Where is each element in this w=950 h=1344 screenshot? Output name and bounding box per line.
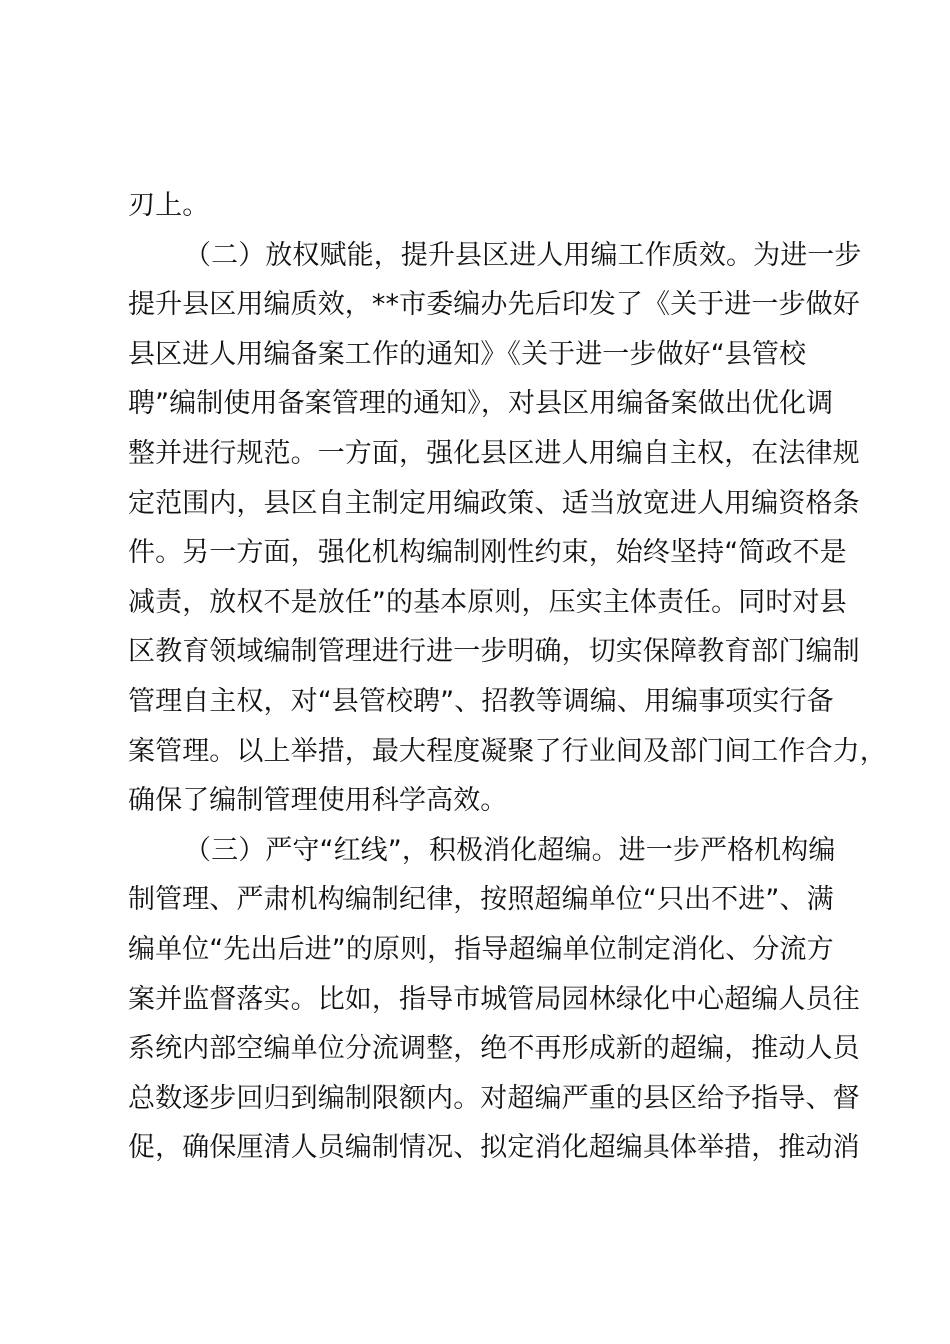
text-line: 管理自主权，对“县管校聘”、招教等调编、用编事项实行备 xyxy=(128,685,834,717)
text-line: 定范围内，县区自主制定用编政策、适当放宽进人用编资格条 xyxy=(128,487,860,519)
text-line: 总数逐步回归到编制限额内。对超编严重的县区给予指导、督 xyxy=(128,1082,860,1114)
text-line: 系统内部空编单位分流调整，绝不再形成新的超编，推动人员 xyxy=(128,1033,860,1065)
text-line: 制管理、严肃机构编制纪律，按照超编单位“只出不进”、满 xyxy=(128,884,834,916)
text-line: 确保了编制管理使用科学高效。 xyxy=(128,785,508,817)
text-line: 案管理。以上举措，最大程度凝聚了行业间及部门间工作合力， xyxy=(128,735,887,767)
text-line: （二）放权赋能，提升县区进人用编工作质效。为进一步 xyxy=(184,239,862,271)
body-text xyxy=(128,181,887,1173)
text-line: 件。另一方面，强化机构编制刚性约束，始终坚持“简政不是 xyxy=(128,537,847,569)
text-line: 促，确保厘清人员编制情况、拟定消化超编具体举措，推动消 xyxy=(128,1132,860,1164)
text-line: 提升县区用编质效，**市委编办先后印发了《关于进一步做好 xyxy=(128,289,860,321)
text-line: 刃上。 xyxy=(128,190,210,221)
text-line: 区教育领域编制管理进行进一步明确，切实保障教育部门编制 xyxy=(128,636,860,668)
text-line: 减责，放权不是放任”的基本原则，压实主体责任。同时对县 xyxy=(128,586,847,618)
text-line: 案并监督落实。比如，指导市城管局园林绿化中心超编人员往 xyxy=(128,983,860,1015)
text-line: （三）严守“红线”，积极消化超编。进一步严格机构编 xyxy=(184,834,836,866)
text-line: 整并进行规范。一方面，强化县区进人用编自主权，在法律规 xyxy=(128,437,860,469)
text-line: 编单位“先出后进”的原则，指导超编单位制定消化、分流方 xyxy=(128,933,834,965)
text-line: 县区进人用编备案工作的通知》《关于进一步做好“县管校 xyxy=(128,338,807,370)
text-line: 聘”编制使用备案管理的通知》，对县区用编备案做出优化调 xyxy=(128,388,834,420)
